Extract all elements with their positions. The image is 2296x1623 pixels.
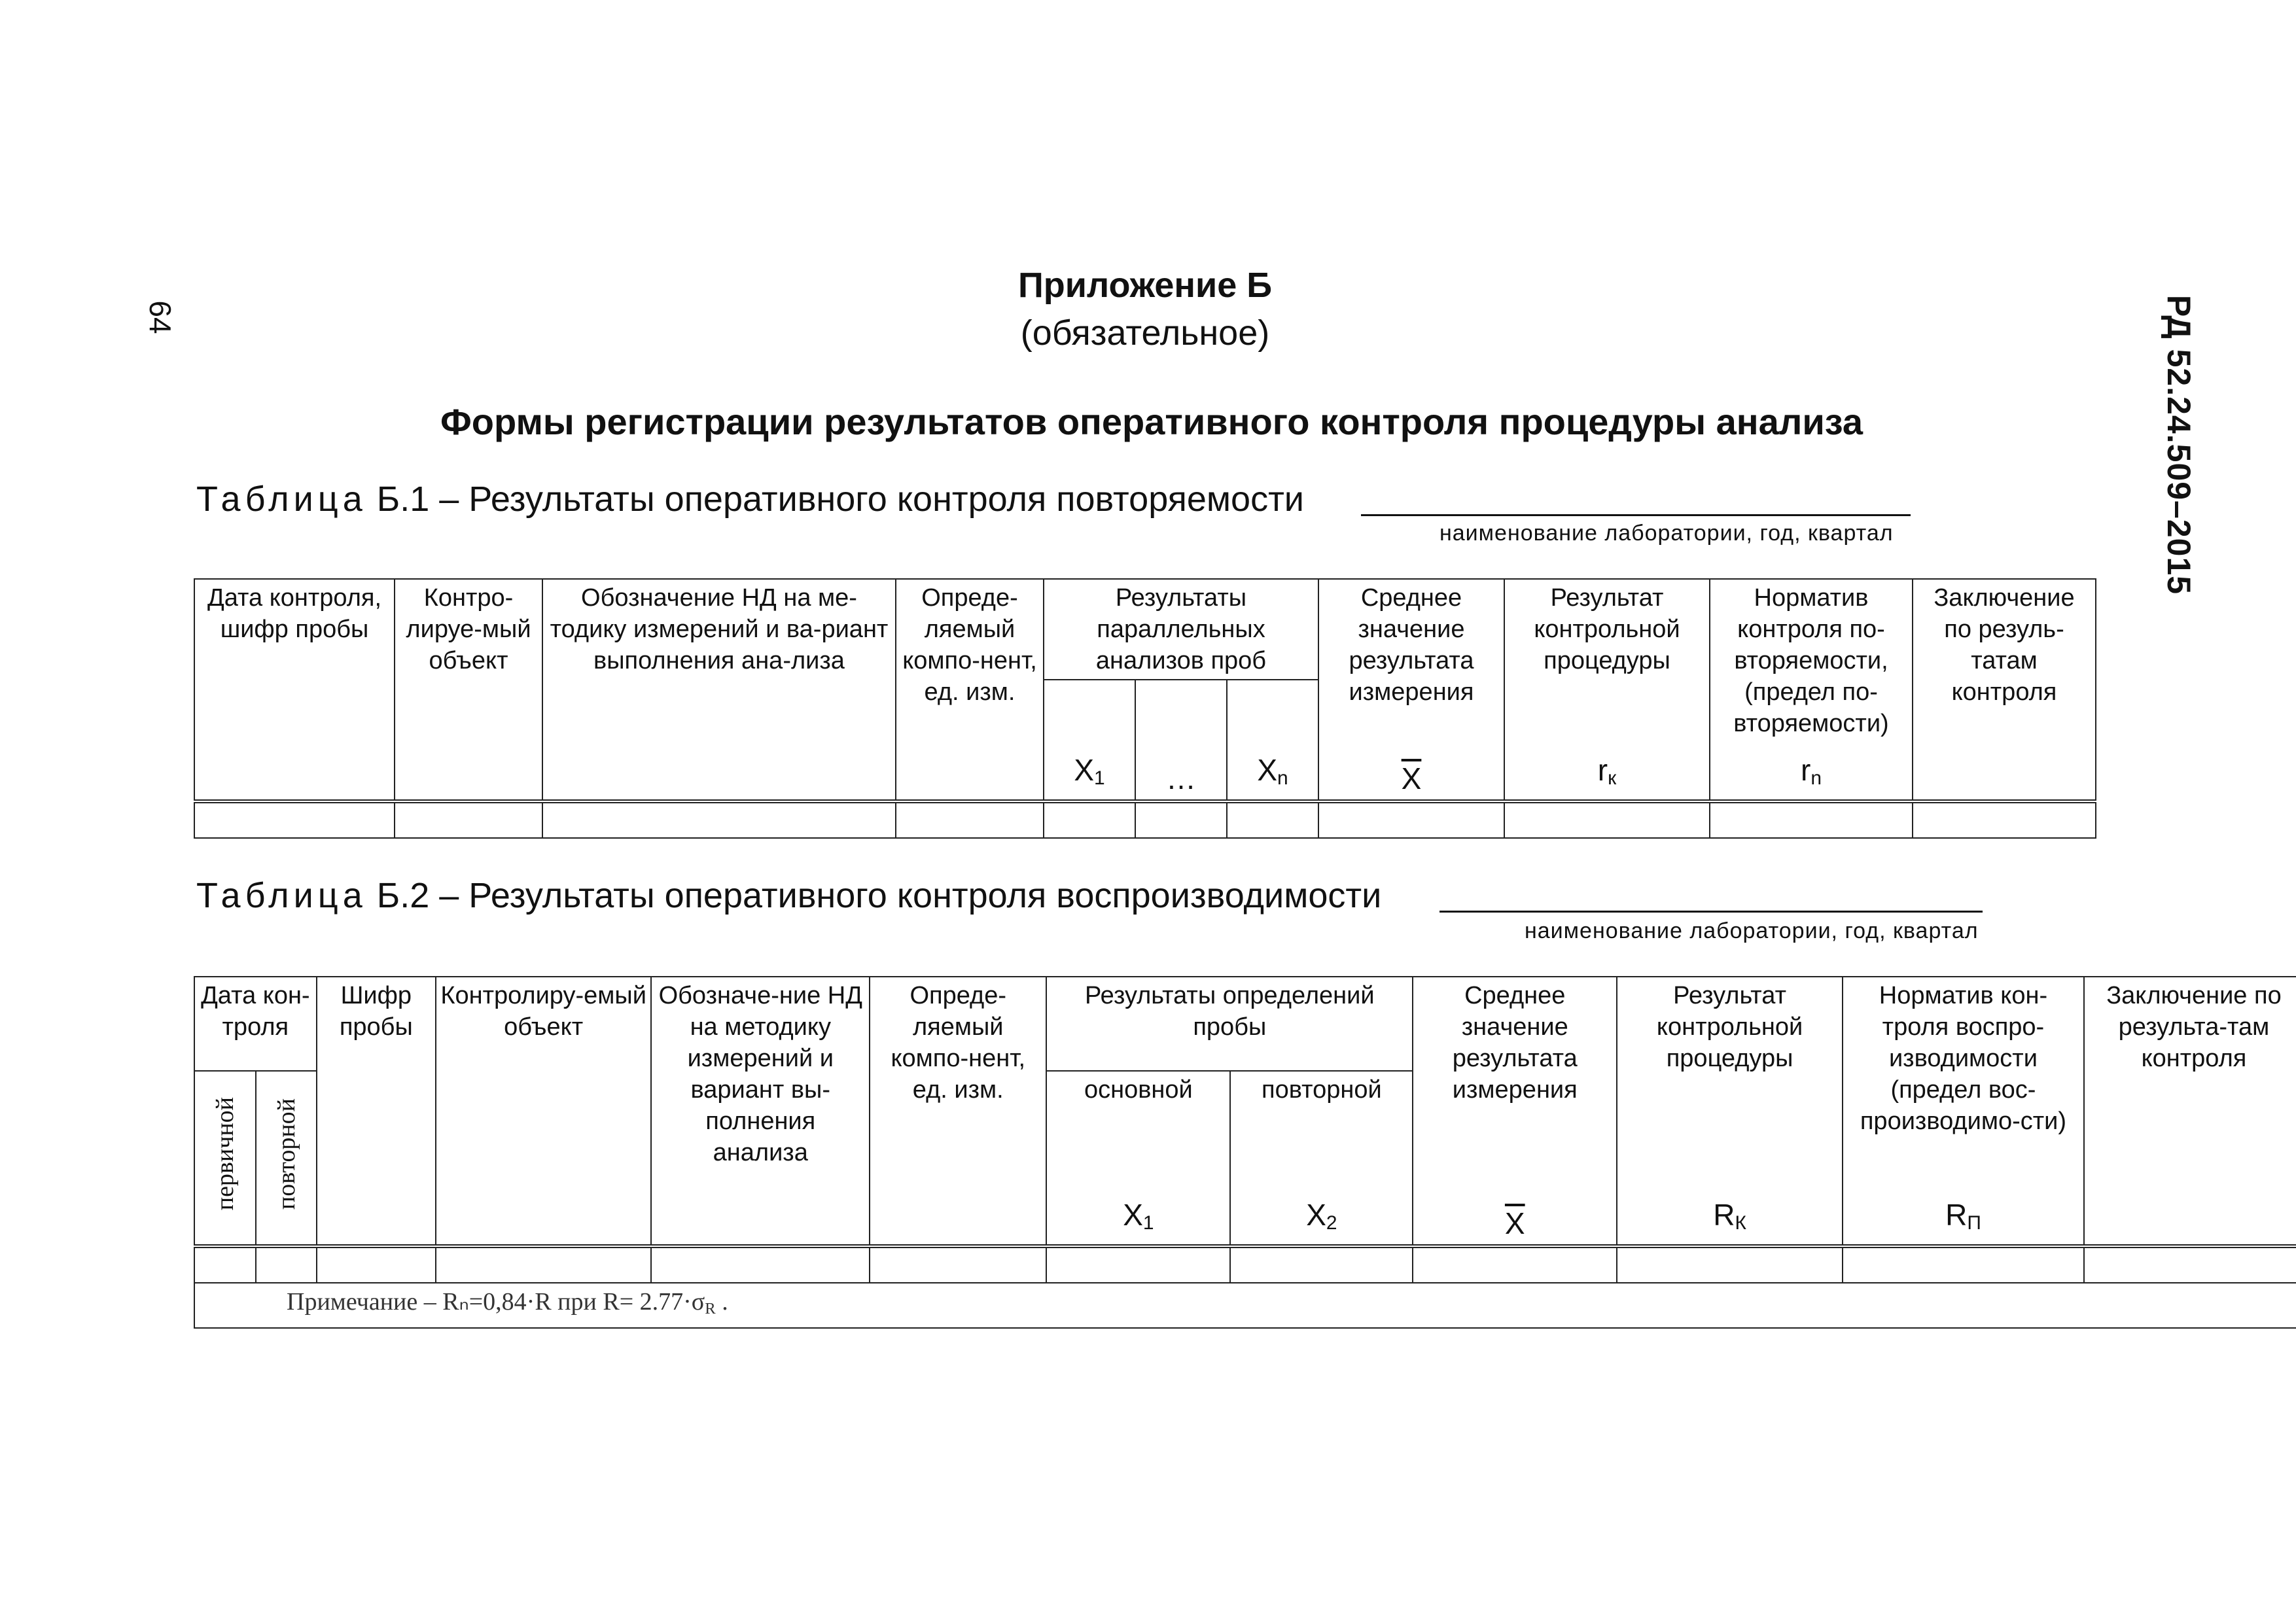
t1-cell[interactable] xyxy=(1913,801,2096,838)
t2-cell[interactable] xyxy=(194,1246,256,1283)
t2-cell[interactable] xyxy=(651,1246,870,1283)
t2-header-repeat-det: повторной xyxy=(1262,1076,1382,1104)
t1-cell[interactable] xyxy=(1135,801,1227,838)
table2-lab-note: наименование лаборатории, год, квартал xyxy=(1525,918,1979,943)
table1-caption-word: Таблица xyxy=(196,480,367,519)
t2-cell[interactable] xyxy=(870,1246,1046,1283)
t2-note: Примечание – Rₙ=0,84·R при $R= 2.77\cdot\sigma_R$ . xyxy=(194,1283,2296,1328)
t2-header-mean xyxy=(1413,977,1617,1246)
t2-header-norm xyxy=(1843,977,2084,1246)
t2-header-result-text: Результат контрольной процедуры xyxy=(1656,982,1803,1072)
page-number: 64 xyxy=(143,300,177,334)
t2-symbol-x1: $X_1$ xyxy=(1123,1198,1154,1234)
t2-header-primary-cell xyxy=(194,1071,256,1246)
t2-cell[interactable] xyxy=(317,1246,436,1283)
t2-header-component: Опреде-ляемый компо-нент, ед. изм. xyxy=(870,977,1046,1246)
t1-header-date: Дата контроля, шифр пробы xyxy=(194,579,395,801)
t2-header-norm-text: Норматив кон-троля воспро-изводимости (предел вос-производимо-сти) xyxy=(1860,982,2067,1135)
t2-cell[interactable] xyxy=(1617,1246,1843,1283)
main-title: Формы регистрации результатов оперативного контроля процедуры анализа xyxy=(440,401,1863,442)
t1-symbol-rk: $r_к$ xyxy=(1597,753,1617,789)
t2-cell[interactable] xyxy=(2084,1246,2296,1283)
t1-cell[interactable] xyxy=(395,801,542,838)
t1-symbol-mean: $\overline{X}$ xyxy=(1401,761,1422,795)
document-code: РД 52.24.509–2015 xyxy=(2161,294,2197,595)
t2-cell[interactable] xyxy=(256,1246,316,1283)
t2-symbol-mean: $\overline{X}$ xyxy=(1504,1206,1525,1240)
table2 xyxy=(194,976,2296,1329)
t2-symbol-rn: $R_П$ xyxy=(1945,1198,1981,1234)
t2-cell[interactable] xyxy=(1230,1246,1413,1283)
t1-empty-row xyxy=(194,801,2096,838)
t2-header-repeat-det-cell xyxy=(1230,1071,1413,1246)
t2-header-date: Дата кон-троля xyxy=(194,977,317,1071)
t2-cell[interactable] xyxy=(1413,1246,1617,1283)
table2-caption xyxy=(196,875,1381,916)
t2-header-result xyxy=(1617,977,1843,1246)
t1-header-object: Контро-лируе-мый объект xyxy=(395,579,542,801)
t2-header-conclusion: Заключение по результа-там контроля xyxy=(2084,977,2296,1246)
table1-lab-blank-line xyxy=(1361,514,1911,516)
t1-symbol-xn: $X_n$ xyxy=(1227,680,1318,801)
appendix-subtitle: (обязательное) xyxy=(1020,313,1270,353)
table2-caption-text: Б.2 – Результаты оперативного контроля воспроизводимости xyxy=(376,876,1382,915)
t1-cell[interactable] xyxy=(1710,801,1913,838)
t1-cell[interactable] xyxy=(1504,801,1710,838)
table1 xyxy=(194,578,2096,839)
t2-empty-row xyxy=(194,1246,2296,1283)
t2-cell[interactable] xyxy=(1046,1246,1230,1283)
t1-header-conclusion: Заключение по резуль-татам контроля xyxy=(1913,579,2096,801)
t2-header-main-cell xyxy=(1046,1071,1230,1246)
t2-cell[interactable] xyxy=(436,1246,651,1283)
t1-header-nd: Обозначение НД на ме-тодику измерений и ва-риант выполнения ана-лиза xyxy=(542,579,896,801)
t2-cell[interactable] xyxy=(1843,1246,2084,1283)
t2-header-repeat-cell xyxy=(256,1071,316,1246)
table1-caption-text: Б.1 – Результаты оперативного контроля повторяемости xyxy=(376,480,1304,519)
t2-header-object: Контролиру-емый объект xyxy=(436,977,651,1246)
table1-lab-note: наименование лаборатории, год, квартал xyxy=(1439,521,1894,546)
t1-cell[interactable] xyxy=(1318,801,1504,838)
t1-cell[interactable] xyxy=(1044,801,1135,838)
t2-header-nd: Обозначе-ние НД на методику измерений и вариант вы-полнения анализа xyxy=(651,977,870,1246)
t2-header-mean-text: Среднее значение результата измерения xyxy=(1452,982,1578,1104)
t2-header-code: Шифр пробы xyxy=(317,977,436,1246)
table2-lab-blank-line xyxy=(1439,911,1983,913)
t1-symbol-dots: … xyxy=(1135,680,1227,801)
t2-header-main: основной xyxy=(1084,1076,1193,1104)
t2-header-repeat: повторной xyxy=(272,1098,300,1210)
table1-caption xyxy=(196,479,1304,519)
t1-header-norm xyxy=(1710,579,1913,801)
t1-symbol-rn: $r_n$ xyxy=(1801,753,1822,789)
t1-header-mean xyxy=(1318,579,1504,801)
t2-note-text: Примечание – Rₙ=0,84·R при R= 2.77·σ xyxy=(287,1288,705,1316)
t2-header-determinations: Результаты определений пробы xyxy=(1046,977,1413,1071)
t1-header-mean-text: Среднее значение результата измерения xyxy=(1349,584,1474,706)
t2-header-primary: первичной xyxy=(211,1097,239,1211)
t1-header-component: Опреде-ляемый компо-нент, ед. изм. xyxy=(896,579,1044,801)
t1-header-norm-text: Норматив контроля по-вторяемости, (предел по-вторяемости) xyxy=(1733,584,1889,737)
t2-symbol-x2: $X_2$ xyxy=(1306,1198,1337,1234)
appendix-title: Приложение Б xyxy=(1017,266,1273,305)
t1-cell[interactable] xyxy=(194,801,395,838)
t1-cell[interactable] xyxy=(896,801,1044,838)
t1-header-result xyxy=(1504,579,1710,801)
t1-header-parallel: Результаты параллельных анализов проб xyxy=(1044,579,1318,680)
t1-cell[interactable] xyxy=(1227,801,1318,838)
t1-cell[interactable] xyxy=(542,801,896,838)
t1-header-result-text: Результат контрольной процедуры xyxy=(1534,584,1680,674)
t2-symbol-rk: $R_К$ xyxy=(1713,1198,1746,1234)
t1-symbol-x1: $X_1$ xyxy=(1044,680,1135,801)
table2-caption-word: Таблица xyxy=(196,876,367,915)
